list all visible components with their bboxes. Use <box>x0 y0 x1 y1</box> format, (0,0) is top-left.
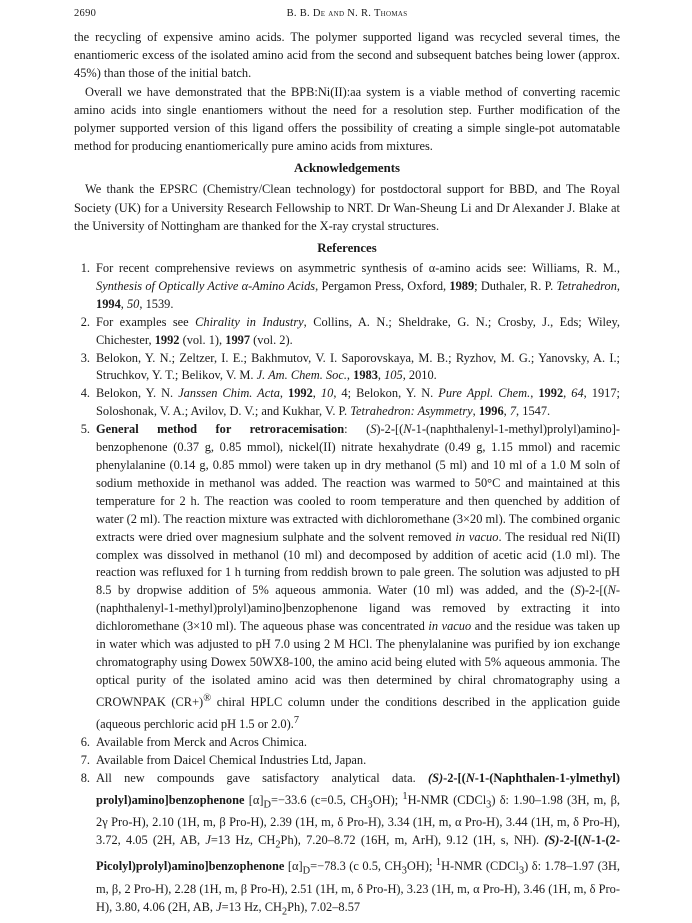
reference-number: 8. <box>80 770 90 785</box>
reference-text: Belokon, Y. N. Janssen Chim. Acta, 1992, 10, 4; Belokon, Y. N. Pure Appl. Chem., 1992, 64, 1917; Soloshonak, V. A.; Avilov, D. V.; and Kukhar, V. P. Tetrahedron: Asymmetry, 1996, 7, 1547. <box>96 386 620 419</box>
reference-text: General method for retroracemisation: (S)-2-[(N-1-(naphthalenyl-1-methyl)prolyl)amino]-benzophenone (0.37 g, 0.85 mmol), nickel(II) nitrate hexahydrate (0.49 g, 1.15 mmol) and racemic phenylalanine (0.14 g, 0.85 mmol) were taken up in dry methanol (5 ml) and 10 ml of a 1.0 M soln of sodium methoxide in methanol was added. The reaction was warmed to 50°C and maintained at this temperature for 2 h. The reaction was cooled to room temperature and then quenched by addition of water (2 ml). The reaction mixture was extracted with dichloromethane (3×20 ml). The combined organic extracts were dried over magnesium sulphate and the solvent removed in vacuo. The residual red Ni(II) complex was dissolved in methanol (10 ml) and decomposed by addition of acetic acid (1.0 ml). The reaction was refluxed for 1 h turning from reddish brown to pale green. The solution was adjusted to pH 8.5 by dropwise addition of 5% aqueous ammonia. Water (10 ml) was added, and the (S)-2-[(N-(naphthalenyl-1-methyl)prolyl)amino]benzophenone ligand was removed by extracting it into dichloromethane (3×10 ml). The aqueous phase was concentrated in vacuo and the residue was taken up in water which was adjusted to pH 7.0 using 2 M HCl. The phenylalanine was purified by ion exchange chromatography using Dowex 50WX8-100, the amino acid being eluted with 5% aqueous ammonia. The optical purity of the isolated amino acid was then determined by chiral chromatography using a CROWNPAK (CR+)® chiral HPLC column under the conditions described in the application guide (aqueous perchloric acid pH 1.5 or 2.0).$^7$ <box>96 422 621 731</box>
page-number: 2690 <box>74 8 97 19</box>
references-list <box>74 260 620 921</box>
reference-number: 6. <box>80 734 90 749</box>
acknowledgements-text: We thank the EPSRC (Chemistry/Clean technology) for postdoctoral support for BBD, and The Royal Society (UK) for a University Research Fellowship to NRT. Dr Wan-Sheung Li and Dr Alexander J. Blake at the University of Nottingham are thanked for the X-ray crystal structures. <box>74 182 620 233</box>
running-header <box>74 8 620 28</box>
running-authors: B. B. De and N. R. Thomas <box>286 8 408 19</box>
reference-text: Available from Daicel Chemical Industries Ltd, Japan. <box>96 752 367 767</box>
acknowledgements-heading: Acknowledgements <box>294 161 400 176</box>
reference-number: 4. <box>80 386 90 401</box>
reference-text: For examples see Chirality in Industry, Collins, A. N.; Sheldrake, G. N.; Crosby, J., Eds; Wiley, Chichester, 1992 (vol. 1), 1997 (vol. 2). <box>96 314 620 347</box>
reference-text: For recent comprehensive reviews on asymmetric synthesis of α-amino acids see: Williams, R. M., Synthesis of Optically Active α-Amino Acids, Pergamon Press, Oxford, 1989; Duthaler, R. P. Tetrahedron, 1994, 50, 1539. <box>96 261 620 311</box>
reference-item <box>74 734 620 752</box>
reference-number: 1. <box>80 261 90 276</box>
reference-item <box>74 752 620 770</box>
reference-number: 3. <box>80 350 90 365</box>
reference-text: Available from Merck and Acros Chimica. <box>96 734 308 749</box>
references-heading: References <box>317 241 377 256</box>
journal-page <box>74 8 620 921</box>
body-paragraph-1: the recycling of expensive amino acids. The polymer supported ligand was recycled several times, the enantiomeric excess of the isolated amino acid from the second and subsequent batches being lower (approx. 45%) than those of the initial batch. <box>74 30 620 81</box>
reference-text: Belokon, Y. N.; Zeltzer, I. E.; Bakhmutov, V. I. Saporovskaya, M. B.; Ryzhov, M. G.; Yanovsky, A. I.; Struchkov, Y. T.; Belikov, V. M. J. Am. Chem. Soc., 1983, 105, 2010. <box>96 350 620 383</box>
reference-number: 7. <box>80 752 90 767</box>
reference-item <box>74 770 620 921</box>
reference-item <box>74 314 620 350</box>
reference-number: 2. <box>80 314 90 329</box>
reference-item <box>74 421 620 734</box>
reference-item <box>74 350 620 386</box>
reference-item <box>74 260 620 314</box>
reference-number: 5. <box>80 422 90 437</box>
body-paragraph-2: Overall we have demonstrated that the BPB:Ni(II):aa system is a viable method of converting racemic amino acids into single enantiomers without the need for a resolution step. Further modification of the polymer supported version of this ligand offers the possibility of creating a simple single-pot automatable method for producing enantiomerically pure amino acids from mixtures. <box>74 84 620 154</box>
reference-text: All new compounds gave satisfactory analytical data. (S)-2-[(N-1-(Naphthalen-1-ylmethyl) prolyl)amino]benzophenone $[\alpha]_D=-33.6$ (c=0.5, $CH_3OH$); $^1$H-NMR (CDCl$_3$) δ: 1.90–1.98 (3H, m, β, 2γ Pro-H), 2.10 (1H, m, β Pro-H), 2.39 (1H, m, δ Pro-H), 3.34 (1H, m, α Pro-H), 3.44 (1H, m, δ Pro-H), 3.72, 4.05 (2H, AB, J=13 Hz, $CH_2Ph$), 7.20–8.72 (16H, m, ArH), 9.12 (1H, s, NH). (S)-2-[(N-1-(2-Picolyl)prolyl)amino]benzophenone $[\alpha]_D=-78.3$ (c 0.5, $CH_3OH$); $^1$H-NMR (CDCl$_3$) δ: 1.78–1.97 (3H, m, β, 2 Pro-H), 2.28 (1H, m, β Pro-H), 2.51 (1H, m, δ Pro-H), 3.23 (1H, m, α Pro-H), 3.46 (1H, m, δ Pro-H), 3.80, 4.06 (2H, AB, J=13 Hz, $CH_2Ph$), 7.02–8.57 <box>96 770 620 918</box>
reference-item <box>74 385 620 421</box>
